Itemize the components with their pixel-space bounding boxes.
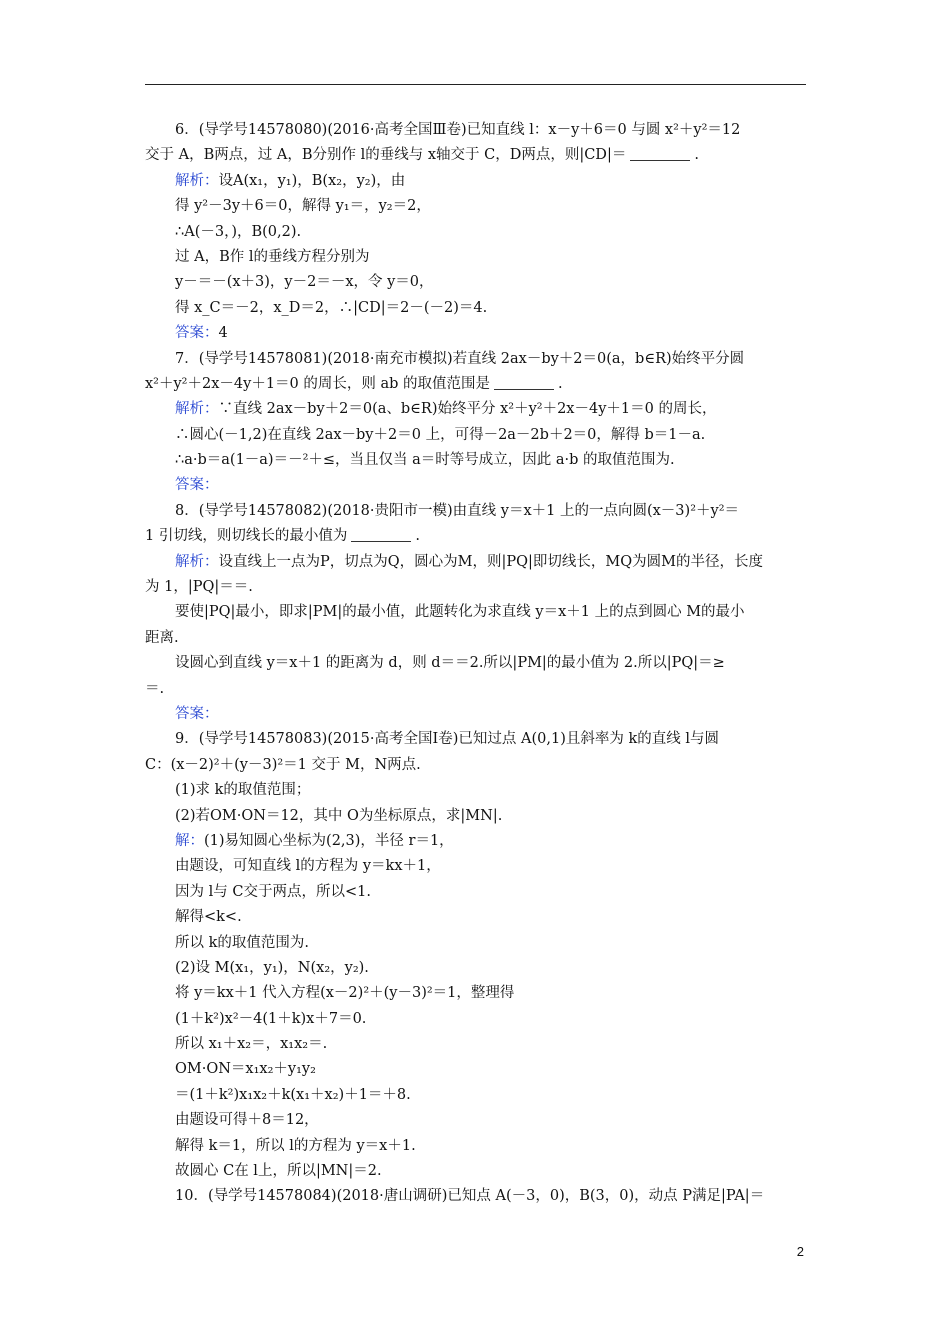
text-line xyxy=(145,448,807,473)
text-line xyxy=(145,245,807,270)
text-line xyxy=(145,600,807,625)
text-line xyxy=(145,1007,807,1032)
text-line xyxy=(145,651,807,676)
text-line xyxy=(145,1184,807,1209)
text-segment: x²＋y²＋2x－4y＋1＝0 的周长，则 ab 的取值范围是 xyxy=(145,375,491,392)
text-segment: 故圆心 C在 l上，所以|MN|＝2. xyxy=(175,1163,382,1180)
text-segment: ＝. xyxy=(145,680,165,697)
text-segment: 由题设可得＋8＝12， xyxy=(175,1112,319,1129)
text-segment: 设A(x₁，y₁)，B(x₂，y₂)，由 xyxy=(218,172,406,189)
text-line xyxy=(145,753,807,778)
text-line xyxy=(145,473,807,498)
text-line xyxy=(145,321,807,346)
text-segment: (1)易知圆心坐标为(2,3)，半径 r＝1， xyxy=(204,832,454,849)
text-line xyxy=(145,804,807,829)
solution-label: 解析： xyxy=(175,553,219,570)
page-number: 2 xyxy=(796,1244,804,1259)
solution-label: 解析： xyxy=(175,172,219,189)
text-segment: 所以 x₁＋x₂＝，x₁x₂＝. xyxy=(175,1036,328,1053)
text-segment: 为 1，|PQ|＝＝. xyxy=(145,579,253,596)
text-line xyxy=(145,118,807,143)
text-line xyxy=(145,1032,807,1057)
text-line xyxy=(145,270,807,295)
solution-label: 答案： xyxy=(175,705,219,722)
text-segment: 由题设，可知直线 l的方程为 y＝kx＋1， xyxy=(175,858,441,875)
text-line xyxy=(145,169,807,194)
header-rule xyxy=(145,84,806,85)
text-segment: (1)求 k的取值范围； xyxy=(175,782,311,799)
text-line xyxy=(145,1159,807,1184)
text-segment: 解得<k<. xyxy=(175,909,242,926)
text-segment: 所以 k的取值范围为. xyxy=(175,934,310,951)
text-segment: 1 引切线，则切线长的最小值为 xyxy=(145,528,348,545)
solution-label: 解： xyxy=(175,832,204,849)
text-segment: 过 A，B作 l的垂线方程分别为 xyxy=(175,248,370,265)
text-segment: ＝(1＋k²)x₁x₂＋k(x₁＋x₂)＋1＝＋8. xyxy=(175,1086,411,1103)
text-segment: (1＋k²)x²－4(1＋k)x＋7＝0. xyxy=(175,1010,367,1027)
text-segment: 设直线上一点为P，切点为Q，圆心为M，则|PQ|即切线长，MQ为圆M的半径，长度 xyxy=(218,553,763,570)
solution-label: 答案： xyxy=(175,477,219,494)
text-line xyxy=(145,626,807,651)
text-line xyxy=(145,829,807,854)
text-line xyxy=(145,296,807,321)
text-line xyxy=(145,981,807,1006)
text-line xyxy=(145,372,807,397)
text-segment: 得 y²－3y＋6＝0，解得 y₁＝，y₂＝2， xyxy=(175,198,431,215)
text-segment: 解得 k＝1，所以 l的方程为 y＝x＋1. xyxy=(175,1137,416,1154)
text-segment: 6．(导学号14578080)(2016·高考全国Ⅲ卷)已知直线 l：x－y＋6＝0 与圆 x²＋y²＝12 xyxy=(175,122,741,138)
text-segment: 因为 l与 C交于两点，所以<1. xyxy=(175,883,371,900)
text-line xyxy=(145,1057,807,1082)
text-line xyxy=(145,1083,807,1108)
text-segment: . xyxy=(415,528,420,545)
document-body xyxy=(145,118,807,1210)
answer-blank xyxy=(351,541,411,542)
text-segment: 10．(导学号14578084)(2018·唐山调研)已知点 A(－3，0)，B(3，0)，动点 P满足|PA|＝ xyxy=(175,1188,765,1205)
text-segment: 距离. xyxy=(145,629,179,646)
text-segment: y－＝－(x＋3)，y－2＝－x，令 y＝0， xyxy=(175,274,434,291)
text-line xyxy=(145,499,807,524)
text-segment: 将 y＝kx＋1 代入方程(x－2)²＋(y－3)²＝1，整理得 xyxy=(175,985,515,1002)
text-line xyxy=(145,550,807,575)
text-segment: . xyxy=(558,375,563,392)
text-line xyxy=(145,397,807,422)
text-segment: 要使|PQ|最小，即求|PM|的最小值，此题转化为求直线 y＝x＋1 上的点到圆心 M的最小 xyxy=(175,604,745,621)
text-segment: ∴圆心(－1,2)在直线 2ax－by＋2＝0 上，可得－2a－2b＋2＝0，解得 b＝1－a. xyxy=(175,426,706,443)
text-line xyxy=(145,778,807,803)
text-segment: 设圆心到直线 y＝x＋1 的距离为 d，则 d＝＝2.所以|PM|的最小值为 2.所以|PQ|＝≥ xyxy=(175,655,725,672)
text-line xyxy=(145,194,807,219)
text-line xyxy=(145,956,807,981)
text-segment: 7．(导学号14578081)(2018·南充市模拟)若直线 2ax－by＋2＝0(a，b∈R)始终平分圆 xyxy=(175,350,745,367)
text-line xyxy=(145,1108,807,1133)
text-line xyxy=(145,1134,807,1159)
text-line xyxy=(145,880,807,905)
text-segment: 4 xyxy=(218,325,228,342)
text-line xyxy=(145,677,807,702)
text-line xyxy=(145,854,807,879)
text-line xyxy=(145,423,807,448)
text-segment: ∵直线 2ax－by＋2＝0(a、b∈R)始终平分 x²＋y²＋2x－4y＋1＝0 的周长， xyxy=(218,401,717,418)
text-line xyxy=(145,575,807,600)
answer-blank xyxy=(630,160,690,161)
text-segment: 9．(导学号14578083)(2015·高考全国Ⅰ卷)已知过点 A(0,1)且斜率为 k的直线 l与圆 xyxy=(175,731,719,748)
text-segment: ∴a·b＝a(1－a)＝－²＋≤，当且仅当 a＝时等号成立，因此 a·b 的取值范围为. xyxy=(175,452,675,469)
text-segment: 交于 A，B两点，过 A，B分别作 l的垂线与 x轴交于 C，D两点，则|CD|＝ xyxy=(145,147,627,164)
text-segment: 得 x_C＝－2，x_D＝2，∴|CD|＝2－(－2)＝4. xyxy=(175,299,488,316)
text-segment: (2)设 M(x₁，y₁)，N(x₂，y₂). xyxy=(175,959,369,976)
text-line xyxy=(145,905,807,930)
text-segment: 8．(导学号14578082)(2018·贵阳市一模)由直线 y＝x＋1 上的一点向圆(x－3)²＋y²＝ xyxy=(175,502,740,519)
answer-blank xyxy=(494,389,554,390)
solution-label: 答案： xyxy=(175,325,219,342)
text-line xyxy=(145,347,807,372)
text-line xyxy=(145,220,807,245)
text-line xyxy=(145,143,807,168)
text-line xyxy=(145,524,807,549)
text-line xyxy=(145,702,807,727)
text-segment: (2)若OM·ON＝12，其中 O为坐标原点，求|MN|. xyxy=(175,807,503,824)
text-line xyxy=(145,727,807,752)
text-line xyxy=(145,931,807,956)
solution-label: 解析： xyxy=(175,401,219,418)
text-segment: ∴A(－3，)，B(0,2). xyxy=(175,223,302,240)
text-segment: OM·ON＝x₁x₂＋y₁y₂ xyxy=(175,1061,316,1078)
text-segment: . xyxy=(694,147,699,164)
text-segment: C：(x－2)²＋(y－3)²＝1 交于 M，N两点. xyxy=(145,756,421,773)
